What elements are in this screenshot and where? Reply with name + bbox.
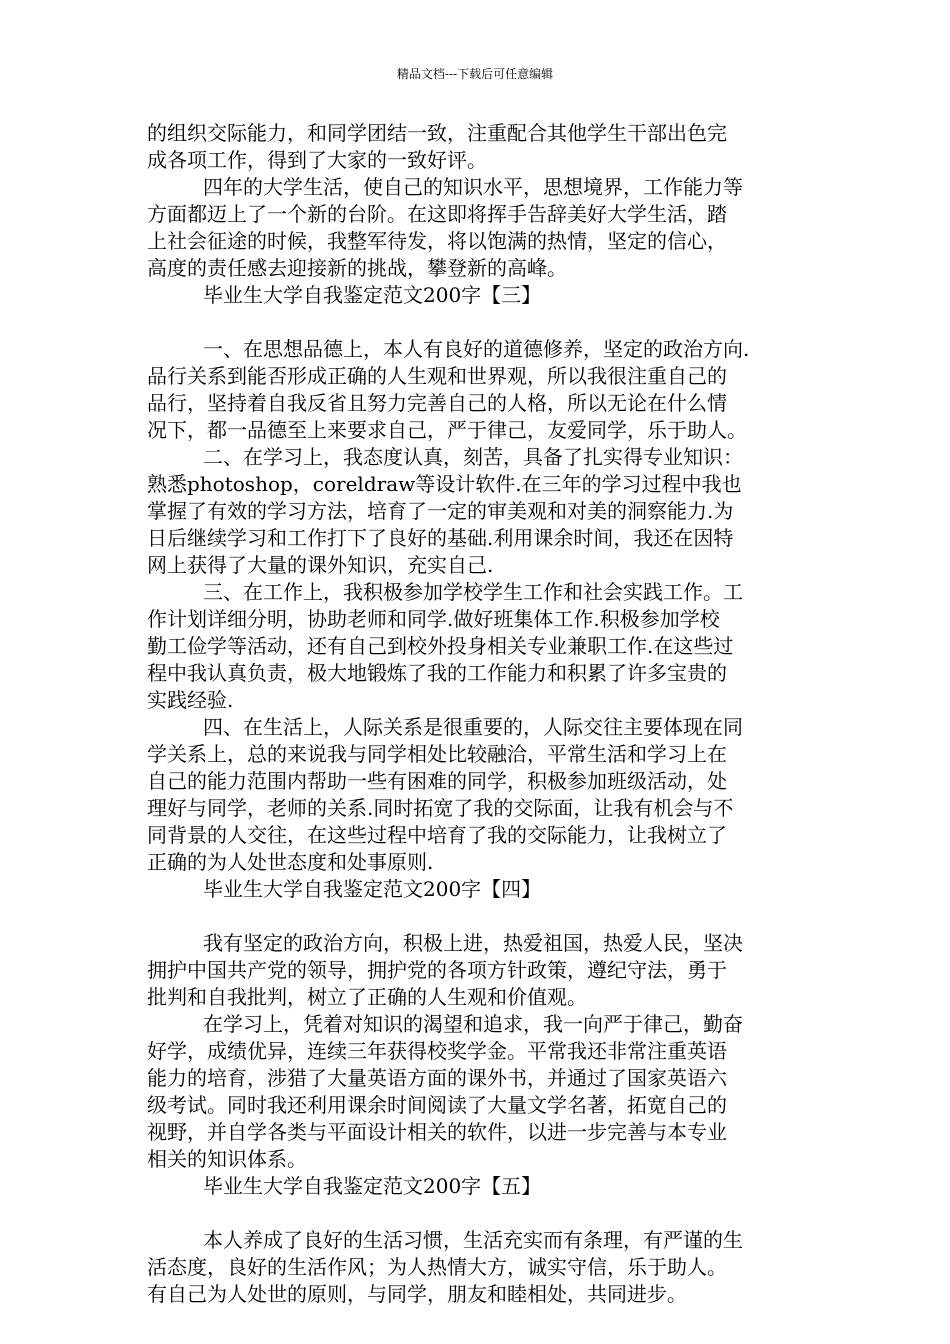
- text-line: 品行，坚持着自我反省且努力完善自己的人格，所以无论在什么情: [147, 391, 727, 415]
- text-line: 上社会征途的时候，我整军待发，将以饱满的热情，坚定的信心，: [147, 229, 727, 253]
- text-line: 批判和自我批判，树立了正确的人生观和价值观。: [147, 985, 587, 1009]
- text-line: 有自己为人处世的原则，与同学，朋友和睦相处，共同进步。: [147, 1282, 687, 1306]
- text-line: 的组织交际能力，和同学团结一致，注重配合其他学生干部出色完: [147, 121, 727, 145]
- text-line: 掌握了有效的学习方法，培育了一定的审美观和对美的洞察能力.为: [147, 499, 734, 523]
- text-line: 毕业生大学自我鉴定范文200字【四】: [203, 877, 542, 901]
- text-line: 正确的为人处世态度和处事原则.: [147, 850, 434, 874]
- page-header: 精品文档---下载后可任意编辑: [396, 67, 554, 81]
- text-line: 勤工俭学等活动，还有自己到校外投身相关专业兼职工作.在这些过: [147, 634, 734, 658]
- text-line: 况下，都一品德至上来要求自己，严于律己，友爱同学，乐于助人。: [147, 418, 747, 442]
- text-line: 作计划详细分明，协助老师和同学.做好班集体工作.积极参加学校: [147, 607, 720, 631]
- text-line: 高度的责任感去迎接新的挑战，攀登新的高峰。: [147, 256, 567, 280]
- text-line: 级考试。同时我还利用课余时间阅读了大量文学名著，拓宽自己的: [147, 1093, 727, 1117]
- text-line: 拥护中国共产党的领导，拥护党的各项方针政策，遵纪守法，勇于: [147, 958, 727, 982]
- text-line: 学关系上，总的来说我与同学相处比较融洽，平常生活和学习上在: [147, 742, 727, 766]
- text-line: 能力的培育，涉猎了大量英语方面的课外书，并通过了国家英语六: [147, 1066, 727, 1090]
- text-line: 日后继续学习和工作打下了良好的基础.利用课余时间，我还在因特: [147, 526, 734, 550]
- text-line: 四、在生活上，人际关系是很重要的，人际交往主要体现在同: [203, 715, 743, 739]
- document-body: [147, 120, 807, 1308]
- text-line: 自己的能力范围内帮助一些有困难的同学，积极参加班级活动，处: [147, 769, 727, 793]
- text-line: 熟悉photoshop，coreldraw等设计软件.在三年的学习过程中我也: [147, 472, 742, 496]
- text-line: 在学习上，凭着对知识的渴望和追求，我一向严于律己，勤奋: [203, 1012, 743, 1036]
- text-line: 方面都迈上了一个新的台阶。在这即将挥手告辞美好大学生活，踏: [147, 202, 727, 226]
- blank-line: [147, 309, 807, 336]
- text-line: 理好与同学，老师的关系.同时拓宽了我的交际面，让我有机会与不: [147, 796, 734, 820]
- text-line: 四年的大学生活，使自己的知识水平，思想境界，工作能力等: [203, 175, 743, 199]
- blank-line: [147, 1200, 807, 1227]
- text-line: 三、在工作上，我积极参加学校学生工作和社会实践工作。工: [203, 580, 743, 604]
- text-line: 毕业生大学自我鉴定范文200字【五】: [203, 1174, 542, 1198]
- text-line: 程中我认真负责，极大地锻炼了我的工作能力和积累了许多宝贵的: [147, 661, 727, 685]
- text-line: 成各项工作，得到了大家的一致好评。: [147, 148, 487, 172]
- text-line: 好学，成绩优异，连续三年获得校奖学金。平常我还非常注重英语: [147, 1039, 727, 1063]
- blank-line: [147, 903, 807, 930]
- text-line: 毕业生大学自我鉴定范文200字【三】: [203, 283, 542, 307]
- text-line: 网上获得了大量的课外知识，充实自己.: [147, 553, 494, 577]
- text-line: 二、在学习上，我态度认真，刻苦，具备了扎实得专业知识：: [203, 445, 743, 469]
- text-line: 活态度，良好的生活作风；为人热情大方，诚实守信，乐于助人。: [147, 1255, 727, 1279]
- text-line: 实践经验.: [147, 688, 234, 712]
- text-line: 一、在思想品德上，本人有良好的道德修养，坚定的政治方向.: [203, 337, 750, 361]
- text-line: 相关的知识体系。: [147, 1147, 307, 1171]
- text-line: 同背景的人交往，在这些过程中培育了我的交际能力，让我树立了: [147, 823, 727, 847]
- text-line: 我有坚定的政治方向，积极上进，热爱祖国，热爱人民，坚决: [203, 931, 743, 955]
- text-line: 品行关系到能否形成正确的人生观和世界观，所以我很注重自己的: [147, 364, 727, 388]
- text-line: 视野，并自学各类与平面设计相关的软件，以进一步完善与本专业: [147, 1120, 727, 1144]
- text-line: 本人养成了良好的生活习惯，生活充实而有条理，有严谨的生: [203, 1228, 743, 1252]
